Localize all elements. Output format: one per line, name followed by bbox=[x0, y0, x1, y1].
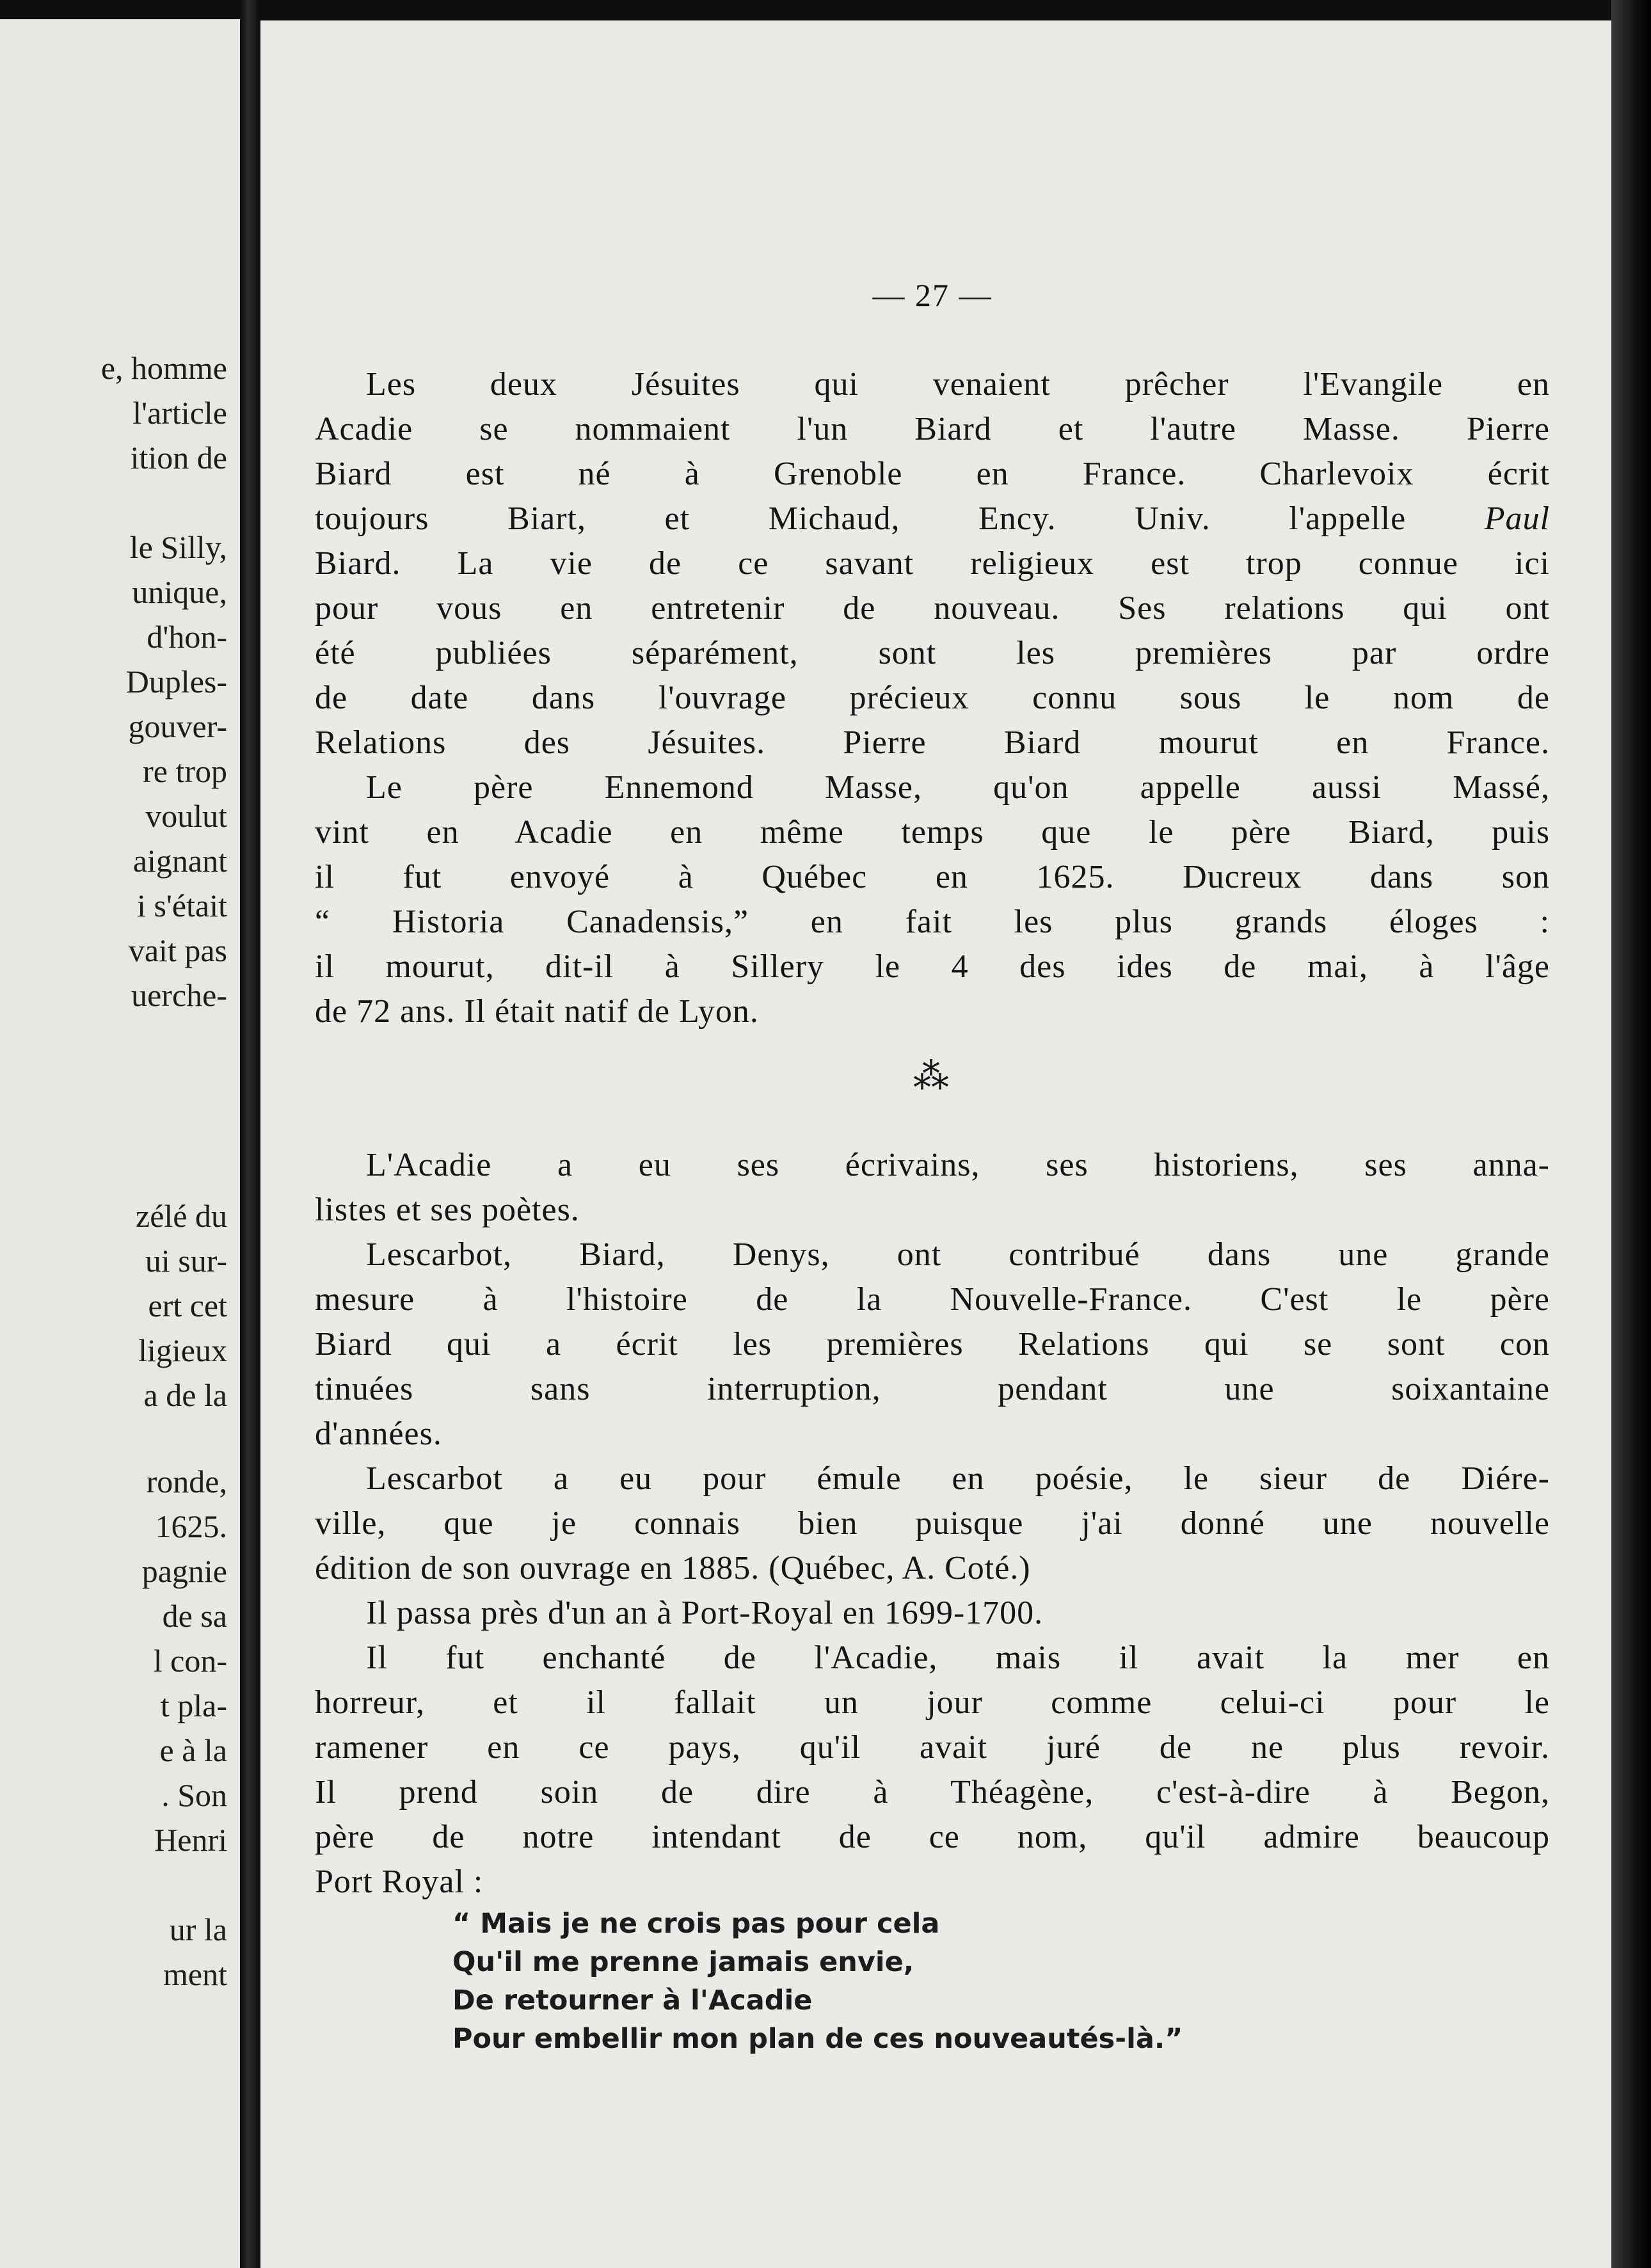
previous-page-line: uerche- bbox=[131, 977, 227, 1013]
book-gutter bbox=[240, 0, 260, 2268]
text-line: il fut envoyé à Québec en 1625. Ducreux dans son bbox=[315, 859, 1550, 895]
text-line: mesure à l'histoire de la Nouvelle-France. C'est le père bbox=[315, 1281, 1550, 1318]
previous-page-line: gouver- bbox=[128, 708, 227, 744]
text-line: Le père Ennemond Masse, qu'on appelle aussi Massé, bbox=[366, 769, 1550, 806]
text-line: Port Royal : bbox=[315, 1864, 484, 1900]
text-line: tinuées sans interruption, pendant une soixantaine bbox=[315, 1371, 1550, 1407]
previous-page-line: vait pas bbox=[128, 932, 227, 968]
previous-page-line: Henri bbox=[154, 1822, 227, 1858]
page-number: — 27 — bbox=[872, 277, 993, 313]
text-line: ramener en ce pays, qu'il avait juré de ne plus revoir. bbox=[315, 1729, 1550, 1766]
text-line: Relations des Jésuites. Pierre Biard mourut en France. bbox=[315, 724, 1550, 761]
text-line: il mourut, dit-il à Sillery le 4 des ides de mai, à l'âge bbox=[315, 948, 1550, 985]
text-line: Biard qui a écrit les premières Relations qui se sont con bbox=[315, 1326, 1550, 1362]
previous-page-line: aignant bbox=[132, 843, 227, 879]
verse-line: Qu'il me prenne jamais envie, bbox=[452, 1946, 914, 1978]
previous-page-line: ment bbox=[163, 1956, 227, 1992]
text-line: “ Historia Canadensis,” en fait les plus grands éloges : bbox=[315, 904, 1550, 940]
previous-page-line: t pla- bbox=[160, 1688, 227, 1723]
text-line: Lescarbot, Biard, Denys, ont contribué dans une grande bbox=[366, 1236, 1550, 1273]
text-line: de 72 ans. Il était natif de Lyon. bbox=[315, 993, 759, 1030]
previous-page-line: pagnie bbox=[141, 1553, 227, 1589]
text-line: pour vous en entretenir de nouveau. Ses relations qui ont bbox=[315, 590, 1550, 627]
text-line: horreur, et il fallait un jour comme celui-ci pour le bbox=[315, 1684, 1550, 1721]
previous-page-line: ur la bbox=[169, 1912, 227, 1947]
previous-page-line: Duples- bbox=[125, 664, 227, 699]
previous-page-line: ui sur- bbox=[145, 1243, 227, 1279]
text-line: de date dans l'ouvrage précieux connu sous le nom de bbox=[315, 680, 1550, 716]
text-line: père de notre intendant de ce nom, qu'il admire beaucoup bbox=[315, 1819, 1550, 1855]
text-line: ville, que je connais bien puisque j'ai donné une nouvelle bbox=[315, 1505, 1550, 1542]
text-line: L'Acadie a eu ses écrivains, ses historiens, ses anna- bbox=[366, 1147, 1550, 1183]
previous-page-line: ronde, bbox=[146, 1464, 227, 1499]
text-line: édition de son ouvrage en 1885. (Québec, A. Coté.) bbox=[315, 1550, 1031, 1586]
text-line: Les deux Jésuites qui venaient prêcher l'Evangile en bbox=[366, 366, 1550, 403]
previous-page-line: i s'était bbox=[137, 888, 227, 923]
text-line: Biard. La vie de ce savant religieux est trop connue ici bbox=[315, 545, 1550, 582]
text-line: d'années. bbox=[315, 1416, 442, 1452]
text-line: été publiées séparément, sont les premières par ordre bbox=[315, 635, 1550, 671]
previous-page-line: ligieux bbox=[138, 1332, 227, 1368]
text-line: Il fut enchanté de l'Acadie, mais il avait la mer en bbox=[366, 1640, 1550, 1676]
text-line: vint en Acadie en même temps que le père Biard, puis bbox=[315, 814, 1550, 850]
previous-page-line: unique, bbox=[132, 574, 227, 610]
previous-page-line: e à la bbox=[159, 1732, 227, 1768]
previous-page-line: ition de bbox=[130, 440, 227, 475]
previous-page-line: voulut bbox=[145, 798, 227, 834]
previous-page-line: ert cet bbox=[148, 1288, 227, 1323]
previous-page bbox=[0, 19, 240, 2268]
previous-page-line: l'article bbox=[132, 395, 227, 431]
previous-page-line: a de la bbox=[143, 1377, 227, 1413]
previous-page-line: zélé du bbox=[136, 1198, 227, 1234]
previous-page-line: le Silly, bbox=[129, 529, 227, 565]
previous-page-line: de sa bbox=[162, 1598, 227, 1634]
asterism: ⁂ bbox=[913, 1057, 952, 1097]
scan-right-border bbox=[1611, 0, 1651, 2268]
previous-page-line: 1625. bbox=[155, 1508, 227, 1544]
previous-page-line: e, homme bbox=[100, 350, 227, 386]
text-line: listes et ses poètes. bbox=[315, 1192, 580, 1228]
previous-page-line: d'hon- bbox=[147, 619, 227, 655]
text-line: Acadie se nommaient l'un Biard et l'autre Masse. Pierre bbox=[315, 411, 1550, 447]
text-fragment: toujours Biart, et Michaud, Ency. Univ. l'appelle bbox=[315, 500, 1407, 537]
verse-line: “ Mais je ne crois pas pour cela bbox=[452, 1908, 940, 1940]
previous-page-line: . Son bbox=[161, 1777, 227, 1813]
text-line bbox=[315, 497, 1550, 541]
text-line: Il passa près d'un an à Port-Royal en 1699-1700. bbox=[366, 1595, 1044, 1631]
verse-line: De retourner à l'Acadie bbox=[452, 1984, 813, 2016]
text-line: Biard est né à Grenoble en France. Charlevoix écrit bbox=[315, 456, 1550, 492]
text-line: Lescarbot a eu pour émule en poésie, le sieur de Diére- bbox=[366, 1460, 1550, 1497]
italic-name: Paul bbox=[1484, 500, 1550, 537]
previous-page-line: l con- bbox=[153, 1643, 227, 1679]
previous-page-line: re trop bbox=[143, 753, 227, 789]
text-line: Il prend soin de dire à Théagène, c'est-à-dire à Begon, bbox=[315, 1774, 1550, 1810]
verse-line: Pour embellir mon plan de ces nouveautés-là.” bbox=[452, 2023, 1183, 2055]
page bbox=[260, 20, 1611, 2268]
